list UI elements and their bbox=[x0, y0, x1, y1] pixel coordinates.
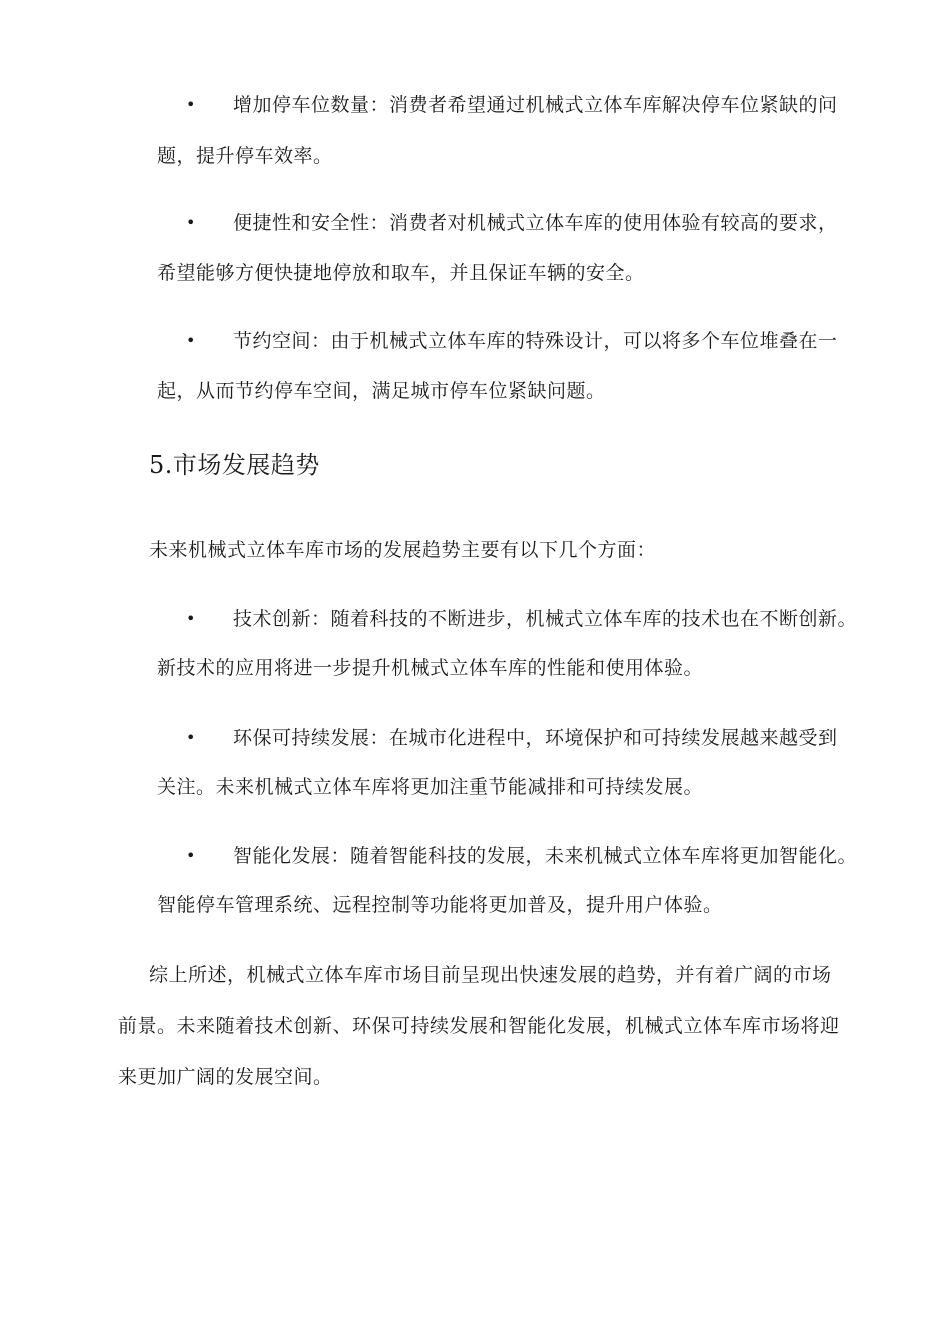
bullet-text-line: 关注。未来机械式立体车库将更加注重节能减排和可持续发展。 bbox=[157, 776, 704, 798]
bullet-marker: • bbox=[186, 331, 196, 350]
conclusion-line: 前景。未来随着技术创新、环保可持续发展和智能化发展，机械式立体车库市场将迎 bbox=[118, 1015, 840, 1037]
bullet-text-line: 技术创新：随着科技的不断进步，机械式立体车库的技术也在不断创新。 bbox=[233, 608, 858, 630]
bullet-text-line: 起，从而节约停车空间，满足城市停车位紧缺问题。 bbox=[157, 380, 606, 402]
bullet-text-line: 希望能够方便快捷地停放和取车，并且保证车辆的安全。 bbox=[157, 262, 645, 284]
bullet-text-line: 便捷性和安全性：消费者对机械式立体车库的使用体验有较高的要求， bbox=[233, 212, 838, 234]
bullet-text-line: 增加停车位数量：消费者希望通过机械式立体车库解决停车位紧缺的问 bbox=[233, 94, 838, 116]
bullet-text-line: 智能化发展：随着智能科技的发展，未来机械式立体车库将更加智能化。 bbox=[233, 845, 858, 867]
section-heading: 5.市场发展趋势 bbox=[149, 451, 320, 479]
bullet-text-line: 节约空间：由于机械式立体车库的特殊设计，可以将多个车位堆叠在一 bbox=[233, 330, 838, 352]
bullet-text-line: 题，提升停车效率。 bbox=[157, 145, 333, 167]
bullet-marker: • bbox=[186, 95, 196, 114]
bullet-text-line: 新技术的应用将进一步提升机械式立体车库的性能和使用体验。 bbox=[157, 657, 704, 679]
bullet-marker: • bbox=[186, 846, 196, 865]
bullet-text-line: 智能停车管理系统、远程控制等功能将更加普及，提升用户体验。 bbox=[157, 894, 723, 916]
conclusion-line: 综上所述，机械式立体车库市场目前呈现出快速发展的趋势，并有着广阔的市场 bbox=[149, 964, 832, 986]
conclusion-line: 来更加广阔的发展空间。 bbox=[118, 1066, 333, 1088]
bullet-marker: • bbox=[186, 213, 196, 232]
intro-paragraph: 未来机械式立体车库市场的发展趋势主要有以下几个方面： bbox=[149, 539, 657, 561]
bullet-marker: • bbox=[186, 728, 196, 747]
bullet-text-line: 环保可持续发展：在城市化进程中，环境保护和可持续发展越来越受到 bbox=[233, 727, 838, 749]
bullet-marker: • bbox=[186, 609, 196, 628]
